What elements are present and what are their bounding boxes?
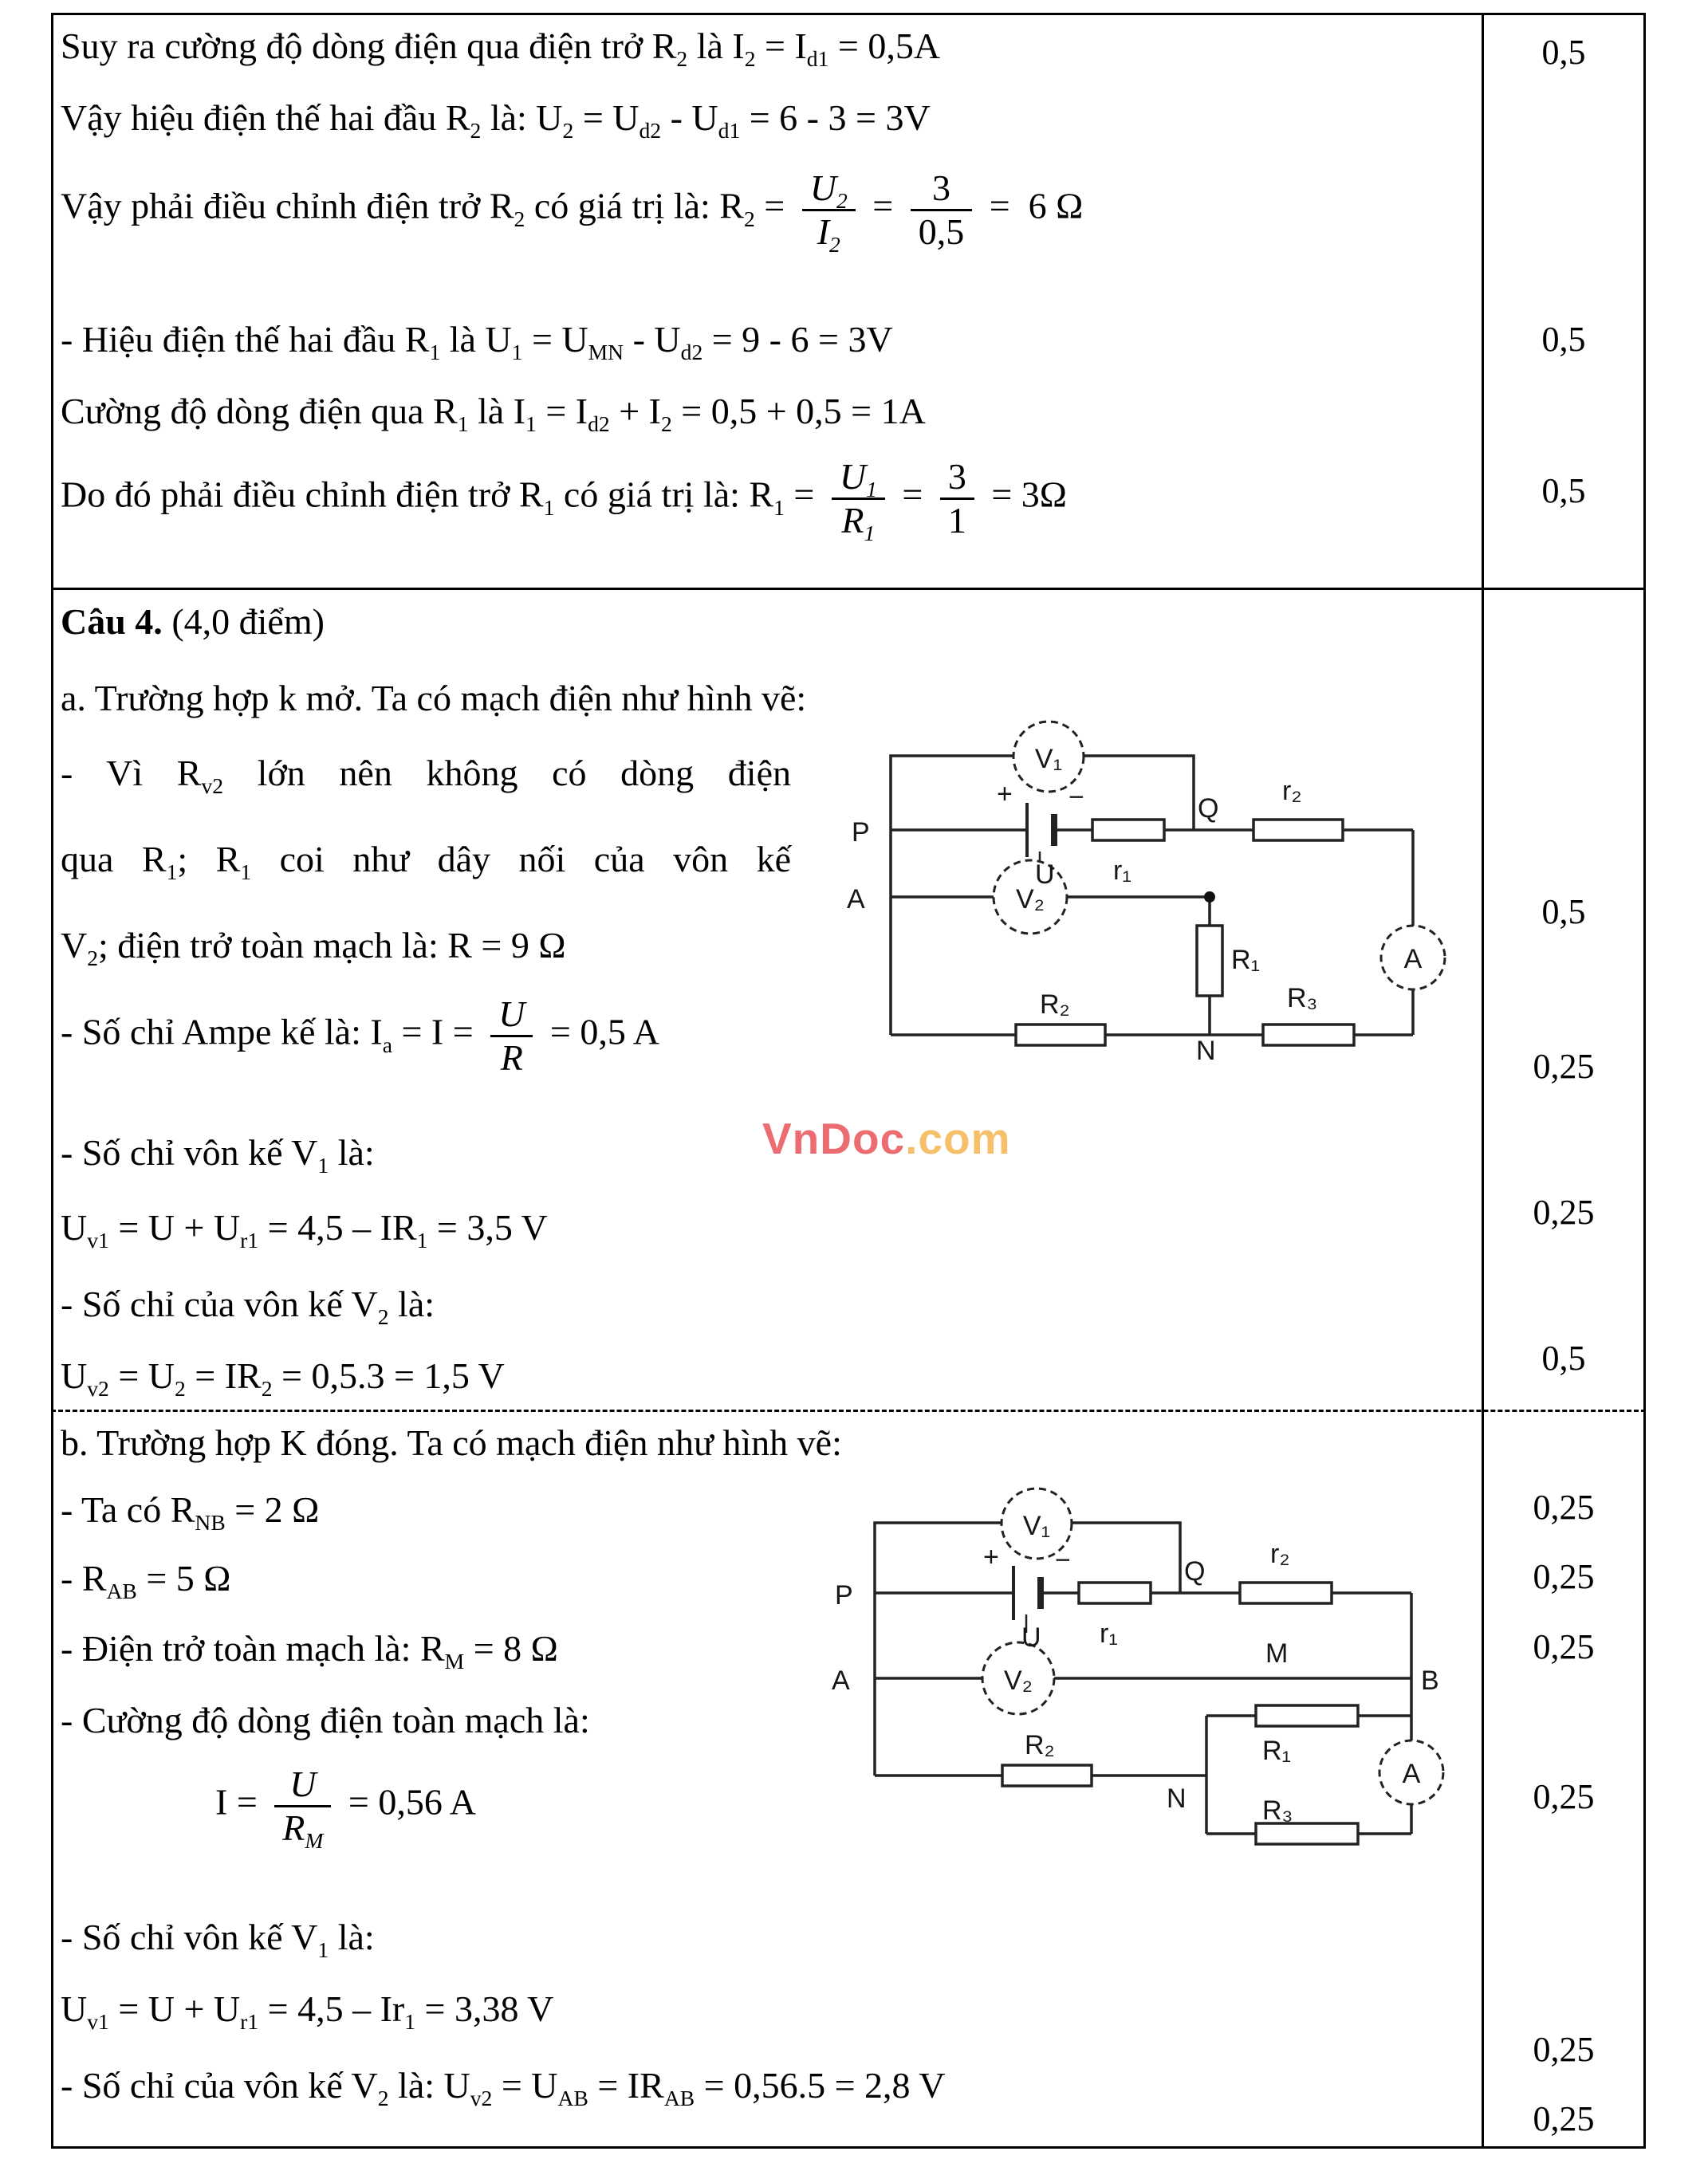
watermark (762, 1113, 1011, 1164)
label-minus: − (1055, 1545, 1071, 1575)
solution-line: - Vì $R_{v2}$ lớn nên không có dòng điện (61, 753, 792, 799)
label-v2: V₂ (1004, 1666, 1033, 1696)
label-n: N (1196, 1036, 1216, 1061)
score-value: 0,25 (1533, 1777, 1595, 1816)
section-border (51, 588, 1646, 590)
label-u: U (1021, 1622, 1041, 1653)
solution-line: Suy ra cường độ dòng điện qua điện trở $R_2$ là $I_2 = I_{d1} = 0,5A$ (61, 26, 941, 72)
score-value: 0,25 (1533, 1488, 1595, 1527)
case-a-intro: a. Trường hợp k mở. Ta có mạch điện như hình vẽ: (61, 678, 807, 718)
watermark-brand: VnDoc (762, 1114, 906, 1163)
solution-line: - Điện trở toàn mạch là: $R_M = 8$ Ω (61, 1628, 558, 1674)
score-value: 0,25 (1533, 2030, 1595, 2069)
label-minus: − (1068, 782, 1084, 812)
question-heading: Câu 4. (4,0 điểm) (61, 601, 325, 642)
label-plus: + (997, 779, 1013, 809)
watermark-suffix: .com (905, 1114, 1011, 1163)
label-v1: V₁ (1022, 1511, 1051, 1541)
solution-line: - Số chỉ vôn kế $V_1$ là: (61, 1132, 375, 1178)
label-ammeter: A (1402, 1759, 1421, 1789)
solution-line: - Số chỉ vôn kế $V_1$ là: (61, 1917, 375, 1963)
score-value: 0,25 (1533, 1047, 1595, 1086)
resistor-r1 (1079, 1583, 1151, 1603)
resistor-R3 (1256, 1823, 1358, 1844)
label-plus: + (983, 1542, 999, 1572)
label-p: P (852, 817, 870, 848)
solution-line: - $R_{AB} = 5$ Ω (61, 1558, 231, 1604)
label-a-node: A (847, 884, 865, 914)
solution-line: Cường độ dòng điện qua $R_1$ là $I_1 = I_{d2} + I_2 = 0,5 + 0,5 = 1A$ (61, 391, 926, 437)
junction-dot (1204, 891, 1215, 903)
label-r1: r₁ (1100, 1618, 1118, 1649)
solution-line: $U_{v1} = U + U_{r1} = 4,5 - IR_1 = 3,5$ V (61, 1207, 548, 1253)
solution-line: $U_{v2} = U_2 = IR_2 = 0,5.3 = 1,5$ V (61, 1355, 505, 1402)
circuit-diagram-a (839, 720, 1461, 1061)
resistor-r2 (1240, 1583, 1332, 1603)
case-b-intro: b. Trường hợp K đóng. Ta có mạch điện như hình vẽ: (61, 1422, 842, 1463)
solution-line: $U_{v1} = U + U_{r1} = 4,5 - Ir_1 = 3,38$ V (61, 1988, 554, 2035)
dashed-row-divider (51, 1410, 1646, 1412)
score-value: 0,25 (1533, 2099, 1595, 2138)
score-value: 0,5 (1541, 471, 1586, 510)
score-value: 0,25 (1533, 1193, 1595, 1232)
score-value: 0,5 (1541, 320, 1586, 359)
label-v2: V₂ (1016, 884, 1045, 914)
label-R1: R₁ (1262, 1736, 1292, 1766)
resistor-r2 (1253, 820, 1343, 840)
label-R2: R₂ (1025, 1730, 1055, 1760)
resistor-R1 (1256, 1705, 1358, 1726)
resistor-r1 (1092, 820, 1164, 840)
solution-line: - Ta có $R_{NB} = 2$ Ω (61, 1489, 320, 1536)
resistor-R2 (1016, 1025, 1105, 1045)
solution-line: - Hiệu điện thế hai đầu $R_1$ là $U_1 = U_{MN} - U_{d2} = 9 - 6 = 3V$ (61, 319, 893, 365)
label-r2: r₂ (1270, 1539, 1290, 1569)
solution-line: qua $R_1$; $R_1$ coi như dây nối của vôn kế (61, 839, 791, 885)
solution-line: - Số chỉ của vôn kế $V_2$ là: (61, 1284, 435, 1330)
score-value: 0,5 (1541, 33, 1586, 72)
label-q: Q (1184, 1556, 1206, 1587)
score-value: 0,25 (1533, 1627, 1595, 1666)
solution-line: - Cường độ dòng điện toàn mạch là: (61, 1700, 590, 1740)
label-u: U (1035, 859, 1055, 890)
solution-line: - Số chỉ của vôn kế $V_2$ là: $U_{v2} = U_{AB} = IR_{AB} = 0,56.5 = 2,8$ V (61, 2065, 946, 2111)
solution-line: $V_2$; điện trở toàn mạch là: R = 9 Ω (61, 925, 566, 971)
solution-line: Vậy hiệu điện thế hai đầu $R_2$ là: $U_2 = U_{d2} - U_{d1} = 6 - 3 = 3V$ (61, 97, 931, 144)
solution-line: Vậy phải điều chỉnh điện trở $R_2$ có giá trị là: $R_2$ = $\frac{U_2}{I_2}$ = $\frac{3}{0,5}$ = 6 Ω (61, 167, 1084, 257)
label-R1: R₁ (1231, 945, 1261, 975)
solution-line: I = $\frac{U}{R_M}$ = 0,56 A (215, 1764, 476, 1853)
solution-line: - Số chỉ Ampe kế là: $I_a = I$ = $\frac{U}{R}$ = 0,5 A (61, 993, 660, 1078)
label-p: P (835, 1580, 853, 1611)
label-R3: R₃ (1262, 1795, 1293, 1826)
resistor-R2 (1002, 1765, 1092, 1786)
label-m: M (1265, 1638, 1289, 1669)
resistor-R1 (1197, 926, 1222, 996)
score-value: 0,25 (1533, 1557, 1595, 1596)
label-b: B (1421, 1666, 1439, 1696)
score-value: 0,5 (1541, 892, 1586, 931)
solution-line: Do đó phải điều chỉnh điện trở $R_1$ có giá trị là: $R_1$ = $\frac{U_1}{R_1}$ = $\frac{3}{1}$ = 3Ω (61, 456, 1067, 545)
label-r2: r₂ (1282, 776, 1302, 806)
resistor-R3 (1263, 1025, 1354, 1045)
label-r1: r₁ (1113, 855, 1131, 886)
score-value: 0,5 (1541, 1339, 1586, 1378)
label-R2: R₂ (1040, 989, 1070, 1020)
label-n: N (1167, 1784, 1187, 1814)
circuit-diagram-b (825, 1479, 1475, 1866)
label-R3: R₃ (1287, 983, 1318, 1013)
label-ammeter: A (1403, 944, 1423, 974)
label-a-node: A (832, 1666, 850, 1696)
label-v1: V₁ (1034, 744, 1063, 774)
label-q: Q (1198, 793, 1219, 824)
